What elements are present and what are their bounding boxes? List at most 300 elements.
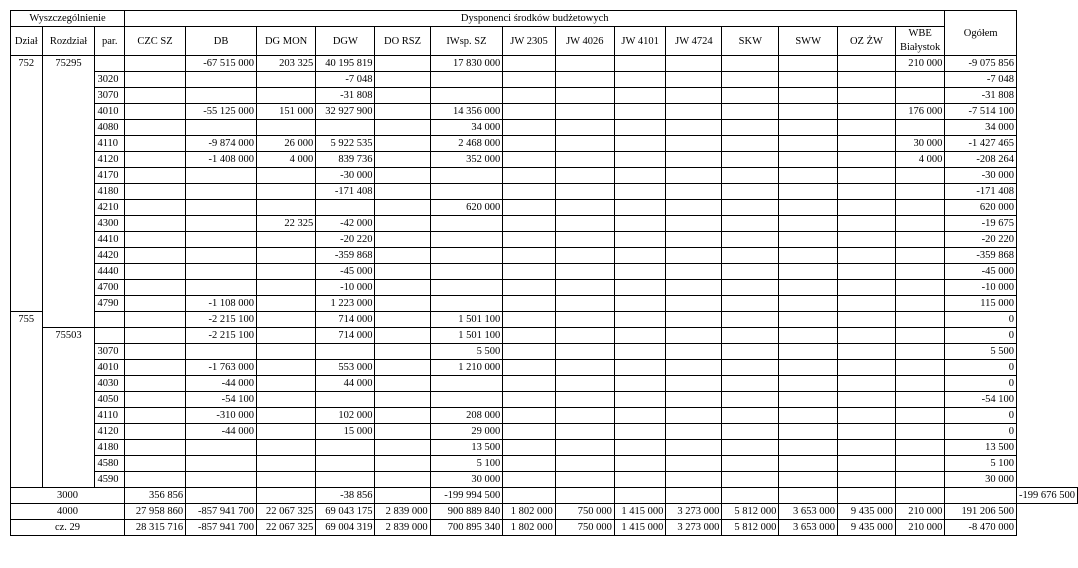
table-cell [125,392,186,408]
cell-rozdzial [42,472,95,488]
table-cell [555,152,614,168]
cell-dzial [11,392,43,408]
summary-ogolem: -199 676 500 [1017,488,1078,504]
table-cell [503,104,555,120]
table-cell [779,408,838,424]
table-cell [838,120,896,136]
table-cell: 714 000 [316,312,375,328]
cell-paragraf: 4030 [95,376,125,392]
table-cell [257,200,316,216]
table-cell [316,440,375,456]
table-cell [666,312,722,328]
summary-cell: -199 994 500 [430,488,503,504]
table-cell [838,232,896,248]
table-cell [555,184,614,200]
table-cell [666,56,722,72]
cell-paragraf: 4590 [95,472,125,488]
cell-paragraf: 4080 [95,120,125,136]
summary-cell: 900 889 840 [430,504,503,520]
cell-paragraf: 4110 [95,408,125,424]
table-cell: 620 000 [430,200,503,216]
table-cell: 5 100 [430,456,503,472]
table-cell [722,184,779,200]
cell-paragraf: 4120 [95,424,125,440]
table-cell: -1 108 000 [186,296,257,312]
table-cell [186,168,257,184]
cell-rozdzial [42,280,95,296]
table-cell [125,216,186,232]
table-cell [614,360,666,376]
table-cell [895,408,945,424]
cell-paragraf: 4050 [95,392,125,408]
table-cell [257,408,316,424]
table-cell: 4 000 [895,152,945,168]
cell-dzial [11,216,43,232]
table-cell [125,104,186,120]
cell-ogolem: -20 220 [945,232,1017,248]
cell-rozdzial [42,216,95,232]
cell-dzial [11,168,43,184]
table-cell [375,456,430,472]
table-cell [895,184,945,200]
summary-cell [895,488,945,504]
table-cell [555,168,614,184]
table-cell [779,232,838,248]
table-cell [666,184,722,200]
table-cell [666,360,722,376]
cell-ogolem: 0 [945,376,1017,392]
header-ogolem: Ogółem [945,11,1017,56]
table-cell: -171 408 [316,184,375,200]
table-cell [375,72,430,88]
table-cell [666,264,722,280]
summary-row [11,520,1078,536]
table-cell [614,72,666,88]
table-cell [257,184,316,200]
cell-dzial [11,104,43,120]
table-cell [555,312,614,328]
table-cell [503,264,555,280]
table-cell [257,232,316,248]
table-cell [257,328,316,344]
table-cell: 17 830 000 [430,56,503,72]
table-cell [430,248,503,264]
table-cell [614,392,666,408]
table-cell [257,312,316,328]
table-cell [125,168,186,184]
col-header-skw: SKW [722,27,779,56]
table-cell [614,376,666,392]
cell-ogolem: 0 [945,312,1017,328]
table-cell [614,152,666,168]
summary-cell: 210 000 [895,520,945,536]
table-cell [430,232,503,248]
table-cell [503,344,555,360]
table-row [11,424,1078,440]
table-cell [503,312,555,328]
table-cell [895,424,945,440]
table-cell [895,440,945,456]
table-cell [555,56,614,72]
cell-rozdzial [42,120,95,136]
table-cell [779,280,838,296]
table-cell [722,360,779,376]
summary-cell: 69 043 175 [316,504,375,520]
table-cell [779,152,838,168]
table-cell [838,72,896,88]
table-cell [838,248,896,264]
table-cell: 1 501 100 [430,328,503,344]
table-cell [125,72,186,88]
table-cell [614,184,666,200]
cell-paragraf: 4170 [95,168,125,184]
table-cell [503,296,555,312]
table-cell [895,200,945,216]
summary-cell [779,488,838,504]
table-cell [614,216,666,232]
table-cell [779,168,838,184]
summary-cell: 3 273 000 [666,520,722,536]
table-cell [555,408,614,424]
cell-ogolem: 115 000 [945,296,1017,312]
table-cell [375,328,430,344]
table-cell [838,456,896,472]
table-cell [430,376,503,392]
table-cell [779,216,838,232]
cell-ogolem: 34 000 [945,120,1017,136]
cell-rozdzial [42,440,95,456]
cell-paragraf: 4180 [95,184,125,200]
table-cell: 32 927 900 [316,104,375,120]
summary-cell: 3 653 000 [779,520,838,536]
table-cell [722,72,779,88]
cell-paragraf: 4010 [95,360,125,376]
table-cell [722,120,779,136]
table-cell [779,424,838,440]
col-header-jw-2305: JW 2305 [503,27,555,56]
table-cell [666,152,722,168]
table-cell [838,200,896,216]
table-cell [375,88,430,104]
table-row [11,472,1078,488]
table-cell [257,392,316,408]
table-cell [503,136,555,152]
table-cell [375,440,430,456]
summary-cell [503,488,555,504]
col-header-oz-zw: OZ ŻW [838,27,896,56]
table-cell: 208 000 [430,408,503,424]
table-cell: -2 215 100 [186,312,257,328]
col-header-jw-4026: JW 4026 [555,27,614,56]
cell-rozdzial [42,312,95,328]
table-cell [895,472,945,488]
table-cell [375,344,430,360]
cell-dzial [11,248,43,264]
table-cell [779,344,838,360]
table-cell [838,280,896,296]
table-row [11,456,1078,472]
table-cell [779,440,838,456]
table-cell [125,120,186,136]
table-cell [503,72,555,88]
table-cell [779,248,838,264]
cell-ogolem: -45 000 [945,264,1017,280]
table-cell [186,88,257,104]
table-cell [666,296,722,312]
table-cell [375,376,430,392]
cell-dzial [11,200,43,216]
table-cell [555,264,614,280]
table-cell [555,216,614,232]
table-cell [779,328,838,344]
table-cell: 1 210 000 [430,360,503,376]
table-cell [614,296,666,312]
table-cell [614,136,666,152]
table-cell [895,296,945,312]
col-header-sww: SWW [779,27,838,56]
table-cell: -7 048 [316,72,375,88]
cell-paragraf [95,328,125,344]
table-cell [375,472,430,488]
table-cell [895,248,945,264]
summary-cell [945,488,1017,504]
table-cell [125,232,186,248]
table-cell [895,360,945,376]
table-cell: 102 000 [316,408,375,424]
table-cell [614,232,666,248]
table-cell [666,120,722,136]
table-cell [666,280,722,296]
table-row [11,216,1078,232]
summary-cell: 2 839 000 [375,504,430,520]
table-cell [614,264,666,280]
table-cell: 5 500 [430,344,503,360]
table-cell [779,72,838,88]
table-cell: 1 223 000 [316,296,375,312]
table-cell [503,184,555,200]
table-cell [666,472,722,488]
table-cell: -20 220 [316,232,375,248]
table-cell: 30 000 [430,472,503,488]
cell-ogolem: -54 100 [945,392,1017,408]
table-cell [722,344,779,360]
table-cell [666,408,722,424]
table-row [11,376,1078,392]
table-cell: -30 000 [316,168,375,184]
table-cell [838,424,896,440]
table-cell: 15 000 [316,424,375,440]
table-cell [125,376,186,392]
table-cell [779,456,838,472]
col-header-do-rsz: DO RSZ [375,27,430,56]
table-cell [503,168,555,184]
cell-rozdzial [42,360,95,376]
cell-rozdzial [42,456,95,472]
table-cell [614,424,666,440]
table-cell [838,184,896,200]
table-cell [779,264,838,280]
table-cell [555,120,614,136]
table-cell [722,152,779,168]
cell-dzial [11,264,43,280]
table-cell [722,472,779,488]
cell-dzial: 752 [11,56,43,72]
table-row [11,72,1078,88]
table-cell [186,216,257,232]
table-cell [666,168,722,184]
table-cell [430,168,503,184]
summary-ogolem: -8 470 000 [945,520,1017,536]
table-cell [722,424,779,440]
table-cell: 1 501 100 [430,312,503,328]
table-cell: 210 000 [895,56,945,72]
table-cell [257,440,316,456]
table-row [11,360,1078,376]
table-cell [503,200,555,216]
col-header-dzial: Dział [11,27,43,56]
table-cell: -9 874 000 [186,136,257,152]
table-cell [257,456,316,472]
table-cell [186,472,257,488]
summary-cell [375,488,430,504]
table-cell: -44 000 [186,424,257,440]
table-cell [257,264,316,280]
table-cell [722,328,779,344]
table-row [11,168,1078,184]
cell-rozdzial [42,392,95,408]
table-cell [125,264,186,280]
summary-cell: 5 812 000 [722,520,779,536]
table-cell [722,168,779,184]
table-cell [722,248,779,264]
cell-dzial [11,72,43,88]
cell-ogolem: -9 075 856 [945,56,1017,72]
table-cell [895,456,945,472]
table-cell: 34 000 [430,120,503,136]
table-cell [430,72,503,88]
table-cell [503,360,555,376]
table-cell [125,296,186,312]
summary-cell: -38 856 [316,488,375,504]
table-cell [125,184,186,200]
table-cell: -310 000 [186,408,257,424]
table-cell [779,296,838,312]
table-cell: -2 215 100 [186,328,257,344]
table-cell [555,392,614,408]
table-cell [666,200,722,216]
table-cell [430,296,503,312]
table-cell [614,408,666,424]
cell-dzial [11,280,43,296]
cell-rozdzial [42,184,95,200]
table-cell: 5 922 535 [316,136,375,152]
table-cell [895,376,945,392]
summary-cell [257,488,316,504]
table-cell [503,472,555,488]
table-cell [838,344,896,360]
table-cell [722,456,779,472]
cell-paragraf: 3070 [95,88,125,104]
table-cell [895,280,945,296]
table-cell [375,216,430,232]
table-cell [555,136,614,152]
table-cell [555,296,614,312]
table-cell [375,56,430,72]
cell-ogolem: 30 000 [945,472,1017,488]
table-cell [375,312,430,328]
table-cell [722,200,779,216]
table-cell [838,152,896,168]
cell-dzial [11,456,43,472]
table-cell [779,360,838,376]
cell-rozdzial [42,232,95,248]
cell-dzial [11,376,43,392]
table-cell [722,296,779,312]
table-body [11,56,1078,536]
table-cell [666,328,722,344]
table-cell [614,344,666,360]
table-cell [125,56,186,72]
table-cell: -42 000 [316,216,375,232]
summary-cell [186,488,257,504]
table-cell [375,152,430,168]
summary-cell: 69 004 319 [316,520,375,536]
table-row [11,344,1078,360]
table-cell: 203 325 [257,56,316,72]
table-cell: 553 000 [316,360,375,376]
summary-cell [838,488,896,504]
table-cell: -10 000 [316,280,375,296]
header-wyszczegolnienie: Wyszczególnienie [11,11,125,27]
cell-paragraf: 3020 [95,72,125,88]
table-cell [430,264,503,280]
table-row [11,88,1078,104]
table-cell [257,376,316,392]
table-cell [779,56,838,72]
summary-cell: -857 941 700 [186,504,257,520]
table-cell [125,440,186,456]
cell-dzial [11,296,43,312]
table-cell [375,408,430,424]
table-row [11,104,1078,120]
table-cell [666,440,722,456]
table-cell [838,376,896,392]
table-cell [722,232,779,248]
table-cell [125,360,186,376]
table-cell: 176 000 [895,104,945,120]
table-cell [722,408,779,424]
table-cell: 4 000 [257,152,316,168]
header-columns-row [11,27,1078,56]
table-cell [125,328,186,344]
cell-dzial [11,328,43,344]
cell-dzial [11,360,43,376]
cell-ogolem: 620 000 [945,200,1017,216]
table-cell: -55 125 000 [186,104,257,120]
cell-paragraf: 4120 [95,152,125,168]
table-cell [125,344,186,360]
table-row [11,184,1078,200]
cell-rozdzial: 75503 [42,328,95,344]
summary-cell [614,488,666,504]
summary-cell: 22 067 325 [257,520,316,536]
table-cell [503,88,555,104]
table-cell [722,280,779,296]
cell-rozdzial [42,104,95,120]
table-cell [375,232,430,248]
table-cell [430,184,503,200]
table-cell [666,136,722,152]
